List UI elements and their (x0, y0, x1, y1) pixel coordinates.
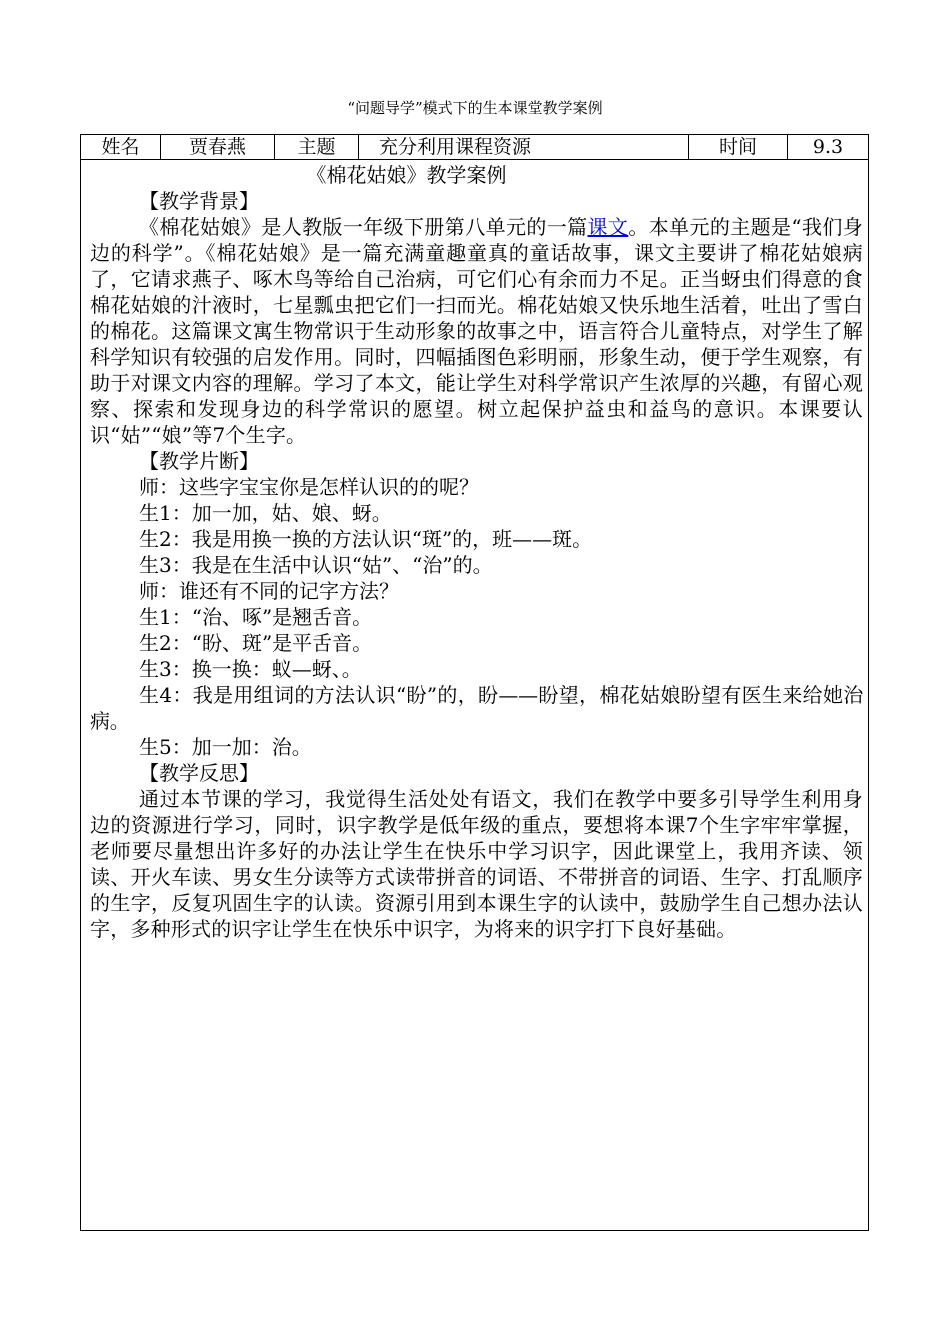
topic-label: 主题 (275, 135, 359, 159)
dialog-paragraph: 生4：我是用组词的方法认识“盼”的，盼——盼望，棉花姑娘盼望有医生来给她治病。 (90, 683, 863, 733)
background-paragraph (90, 214, 863, 448)
dialog-line: 生2：“盼、斑”是平舌音。 (139, 631, 373, 655)
time-value: 9.3 (812, 136, 844, 158)
info-row (81, 135, 868, 160)
case-content (90, 162, 863, 942)
document-title: 《棉花姑娘》教学案例 (306, 163, 507, 187)
background-heading: 【教学背景】 (139, 189, 259, 213)
dialog-line: 生5：加一加：治。 (139, 735, 312, 759)
dialog-line: 生2：我是用换一换的方法认识“斑”的，班——斑。 (139, 527, 593, 551)
fragment-heading: 【教学片断】 (139, 449, 259, 473)
topic-value: 充分利用课程资源 (359, 135, 689, 159)
time-label: 时间 (689, 135, 788, 159)
reflection-heading: 【教学反思】 (139, 761, 259, 785)
dialog-line: 生1：加一加，姑、娘、蚜。 (139, 501, 392, 525)
case-table (80, 134, 869, 1231)
dialog-line: 生3：换一换：蚁—蚜、。 (139, 657, 362, 681)
text-link[interactable]: 课文 (587, 215, 629, 239)
background-text-start: 《棉花姑娘》是人教版一年级下册第八单元的一篇 (139, 215, 588, 239)
dialog-line: 生3：我是在生活中认识“姑”、“治”的。 (139, 553, 493, 577)
dialog-line: 师：谁还有不同的记字方法？ (139, 579, 399, 603)
dialog-line: 生1：“治、啄”是翘舌音。 (139, 605, 373, 629)
reflection-paragraph: 通过本节课的学习，我觉得生活处处有语文，我们在教学中要多引导学生利用身边的资源进行学习，同时，识字教学是低年级的重点，要想将本课7个生字牢牢掌握，老师要尽量想出许多好的办法让学生在快乐中学习识字，因此课堂上，我用齐读、领读、开火车读、男女生分读等方式读带拼音的词语、不带拼音的词语、生字、打乱顺序的生字，反复巩固生字的认读。资源引用到本课生字的认读中，鼓励学生自己想办法认字，多种形式的识字让学生在快乐中识字，为将来的识字打下良好基础。 (90, 787, 863, 941)
page-header: “问题导学”模式下的生本课堂教学案例 (347, 99, 603, 117)
background-text-rest: 。本单元的主题是“我们身边的科学”。《棉花姑娘》是一篇充满童趣童真的童话故事，课文主要讲了棉花姑娘病了，它请求燕子、啄木鸟等给自己治病，可它们心有余而力不足。正当蚜虫们得意的食棉花姑娘的汁液时，七星瓢虫把它们一扫而光。棉花姑娘又快乐地生活着，吐出了雪白的棉花。这篇课文寓生物常识于生动形象的故事之中，语言符合儿童特点，对学生了解科学知识有较强的启发作用。同时，四幅插图色彩明丽，形象生动，便于学生观察，有助于对课文内容的理解。学习了本文，能让学生对科学常识产生浓厚的兴趣，有留心观察、探索和发现身边的科学常识的愿望。树立起保护益虫和益鸟的意识。本课要认识“姑”“娘”等7个生字。 (90, 215, 863, 447)
dialog-line: 师：这些字宝宝你是怎样认识的的呢？ (139, 475, 479, 499)
name-label: 姓名 (81, 135, 161, 159)
name-value: 贾春燕 (161, 135, 275, 159)
